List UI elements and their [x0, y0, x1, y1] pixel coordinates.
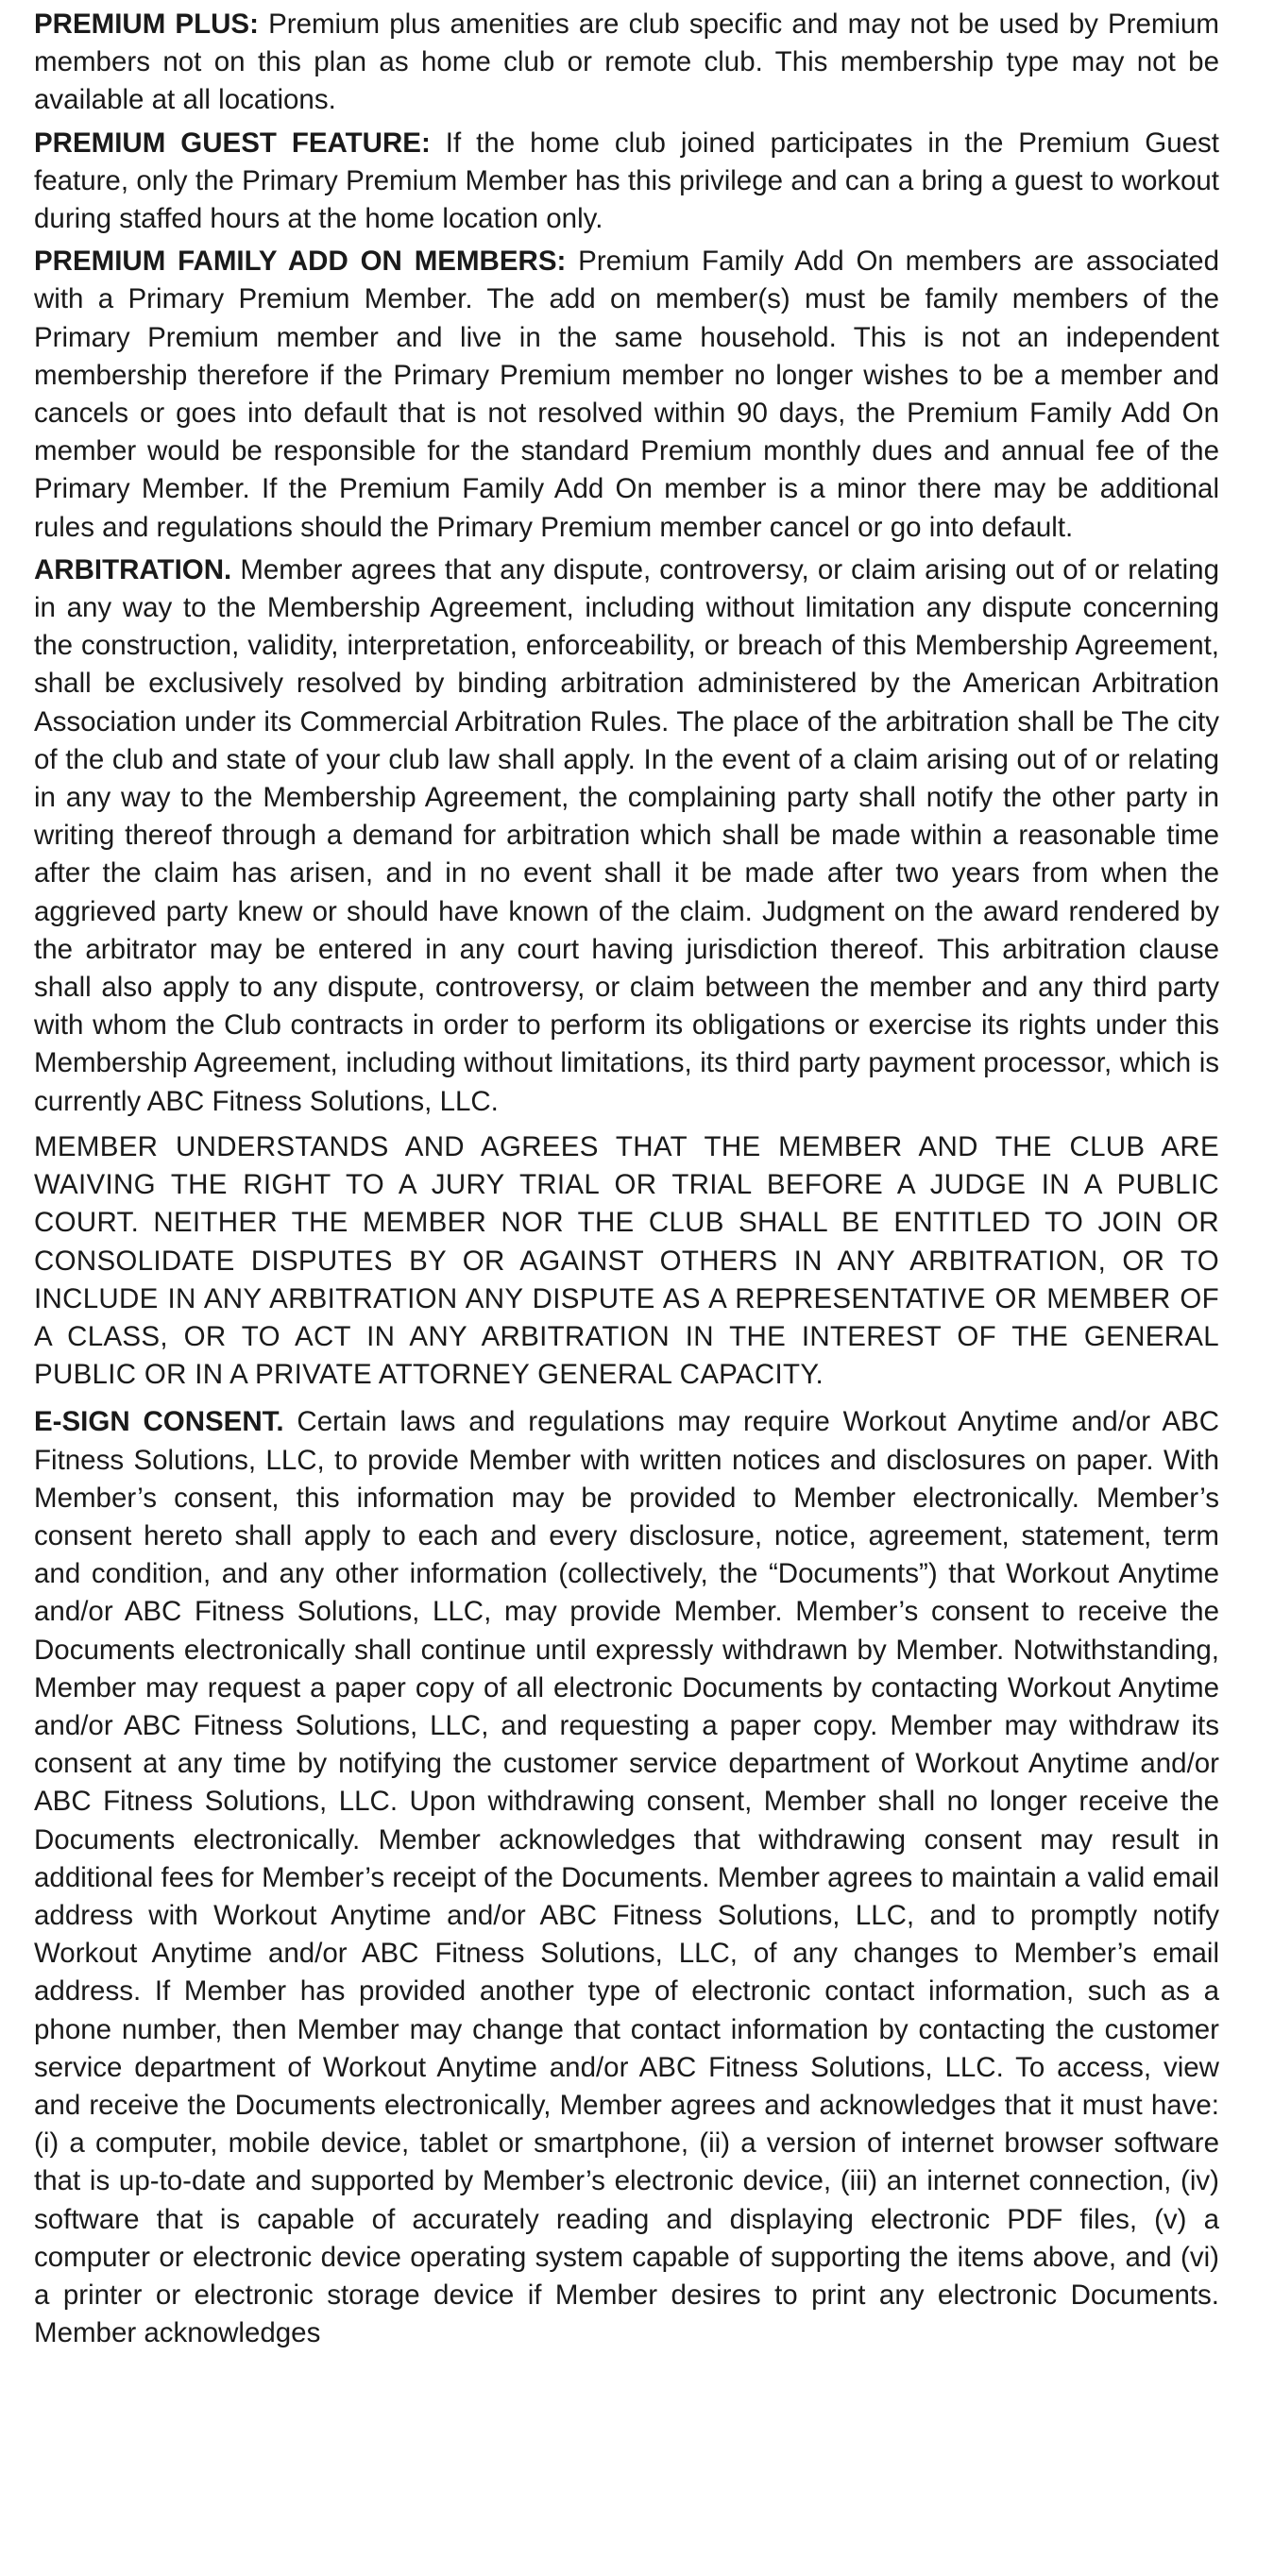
heading-premium-family-add-on: PREMIUM FAMILY ADD ON MEMBERS: [34, 246, 567, 278]
body-premium-guest-feature: If the home club joined participates in the Premium Guest feature, only the Primary Premium Member has this privilege and can a bring a guest to workout during staffed hours at the home location only. [34, 127, 1219, 235]
body-e-sign-consent: Certain laws and regulations may require Workout Anytime and/or ABC Fitness Solutions, LLC, to provide Member with written notices and disclosures on paper. With Member’s consent, this information may be provided to Member electronically. Member’s consent hereto shall apply to each and every disclosure, notice, agreement, statement, term and condition, and any other information (collectively, the “Documents”) that Workout Anytime and/or ABC Fitness Solutions, LLC, may provide Member. Member’s consent to receive the Documents electronically shall continue until expressly withdrawn by Member. Notwithstanding, Member may request a paper copy of all electronic Documents by contacting Workout Anytime and/or ABC Fitness Solutions, LLC, and requesting a paper copy. Member may withdraw its consent at any time by notifying the customer service department of Workout Anytime and/or ABC Fitness Solutions, LLC. Upon withdrawing consent, Member shall no longer receive the Documents electronically. Member acknowledges that withdrawing consent may result in additional fees for Member’s receipt of the Documents. Member agrees to maintain a valid email address with Workout Anytime and/or ABC Fitness Solutions, LLC, and to promptly notify Workout Anytime and/or ABC Fitness Solutions, LLC, of any changes to Member’s email address. If Member has provided another type of electronic contact information, such as a phone number, then Member may change that contact information by contacting the customer service department of Workout Anytime and/or ABC Fitness Solutions, LLC. To access, view and receive the Documents electronically, Member agrees and acknowledges that it must have: (i) a computer, mobile device, tablet or smartphone, (ii) a version of internet browser software that is up-to-date and supported by Member’s electronic device, (iii) an internet connection, (iv) software that is capable of accurately reading and displaying electronic PDF files, (v) a computer or electronic device operating system capable of supporting the items above, and (vi) a printer or electronic storage device if Member desires to print any electronic Documents. Member acknowledges [34, 1406, 1219, 2349]
heading-premium-plus: PREMIUM PLUS: [34, 8, 259, 40]
body-premium-family-add-on: Premium Family Add On members are associated with a Primary Premium Member. The add on member(s) must be family members of the Primary Premium member and live in the same household. This is not an independent membership therefore if the Primary Premium member no longer wishes to be a member and cancels or goes into default that is not resolved within 90 days, the Premium Family Add On member would be responsible for the standard Premium monthly dues and annual fee of the Primary Member. If the Premium Family Add On member is a minor there may be additional rules and regulations should the Primary Premium member cancel or go into default. [34, 246, 1220, 543]
heading-arbitration: ARBITRATION. [34, 553, 232, 585]
heading-premium-guest-feature: PREMIUM GUEST FEATURE: [34, 127, 431, 159]
paragraph-e-sign-consent [34, 1403, 1219, 2352]
heading-e-sign-consent: E-SIGN CONSENT. [34, 1406, 284, 1438]
body-arbitration: Member agrees that any dispute, controversy, or claim arising out of or relating in any way to the Membership Agreement, including without limitation any dispute concerning the construction, validity, interpretation, enforceability, or breach of this Membership Agreement, shall be exclusively resolved by binding arbitration administered by the American Arbitration Association under its Commercial Arbitration Rules. The place of the arbitration shall be The city of the club and state of your club law shall apply. In the event of a claim arising out of or relating in any way to the Membership Agreement, the complaining party shall notify the other party in writing thereof through a demand for arbitration which shall be made within a reasonable time after the claim has arisen, and in no event shall it be made after two years from when the aggrieved party knew or should have known of the claim. Judgment on the award rendered by the arbitrator may be entered in any court having jurisdiction thereof. This arbitration clause shall also apply to any dispute, controversy, or claim between the member and any third party with whom the Club contracts in order to perform its obligations or exercise its rights under this Membership Agreement, including without limitations, its third party payment processor, which is currently ABC Fitness Solutions, LLC. [34, 553, 1219, 1117]
paragraph-jury-waiver [34, 1128, 1219, 1394]
paragraph-arbitration [34, 551, 1219, 1121]
body-jury-waiver: MEMBER UNDERSTANDS AND AGREES THAT THE MEMBER AND THE CLUB ARE WAIVING THE RIGHT TO A JURY TRIAL OR TRIAL BEFORE A JUDGE IN A PUBLIC COURT. NEITHER THE MEMBER NOR THE CLUB SHALL BE ENTITLED TO JOIN OR CONSOLIDATE DISPUTES BY OR AGAINST OTHERS IN ANY ARBITRATION, OR TO INCLUDE IN ANY ARBITRATION ANY DISPUTE AS A REPRESENTATIVE OR MEMBER OF A CLASS, OR TO ACT IN ANY ARBITRATION IN THE INTEREST OF THE GENERAL PUBLIC OR IN A PRIVATE ATTORNEY GENERAL CAPACITY. [34, 1130, 1219, 1391]
paragraph-premium-guest-feature [34, 125, 1219, 239]
paragraph-premium-plus [34, 6, 1219, 120]
paragraph-premium-family-add-on [34, 243, 1219, 547]
body-premium-plus: Premium plus amenities are club specific and may not be used by Premium members not on this plan as home club or remote club. This membership type may not be available at all locations. [34, 8, 1220, 116]
